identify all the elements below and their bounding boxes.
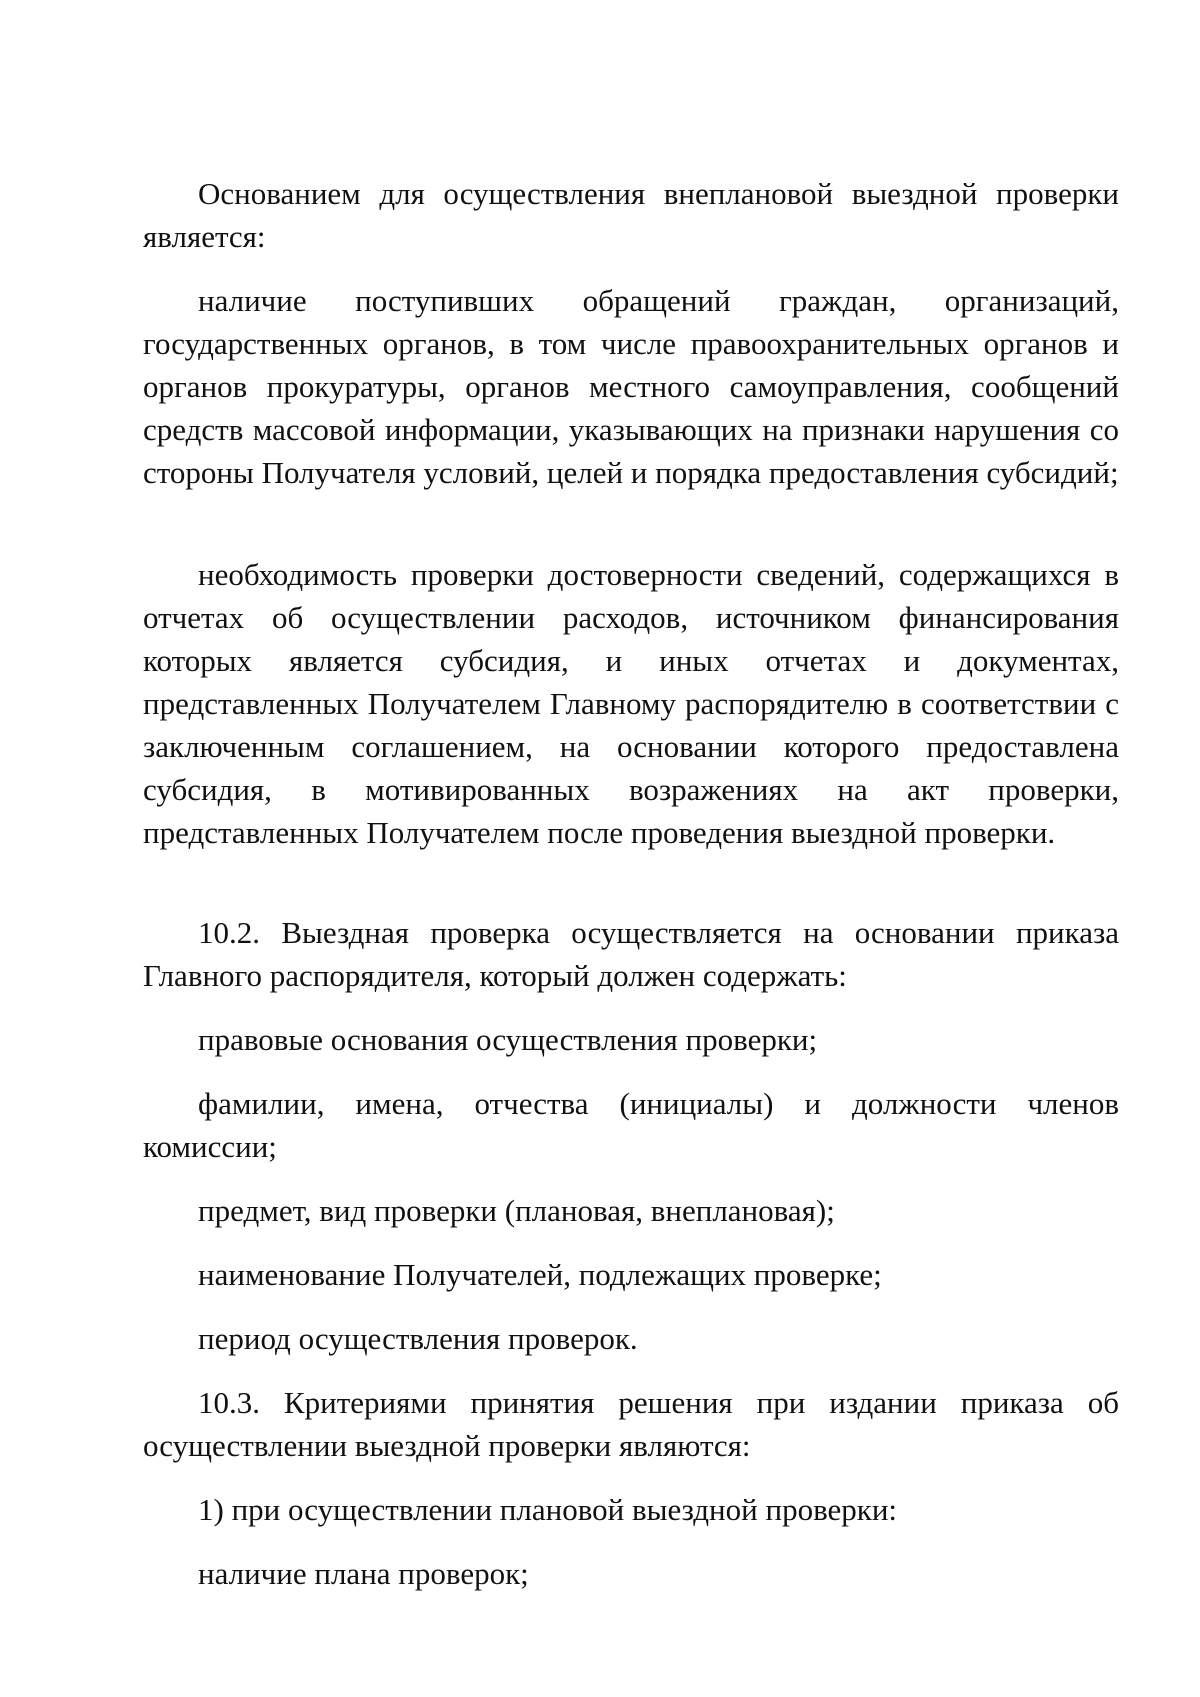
paragraph-text: необходимость проверки достоверности сведений, содержащихся в отчетах об осуществлении расходов, источником финансирования которых является субсидия, и иных отчетах и документах, представленных Получателем Главному распорядителю в соответствии с заключенным соглашением, на основании которого предоставлена субсидия, в мотивированных возражениях на акт проверки, представленных Получателем после проведения выездной проверки.	[143, 557, 1119, 850]
paragraph-text: фамилии, имена, отчества (инициалы) и должности членов комиссии;	[143, 1086, 1119, 1164]
paragraph-unscheduled-inspection-basis	[143, 172, 1119, 258]
paragraph-text: наличие плана проверок;	[198, 1556, 529, 1591]
list-item-commission-members	[143, 1082, 1119, 1168]
list-item-recipients	[143, 1253, 1119, 1296]
paragraph-verification-need	[143, 553, 1119, 854]
list-item-period	[143, 1317, 1119, 1360]
paragraph-text: правовые основания осуществления проверки;	[198, 1022, 818, 1057]
paragraph-text: 10.3. Критериями принятия решения при издании приказа об осуществлении выездной проверки являются:	[143, 1385, 1119, 1463]
list-item-legal-grounds	[143, 1018, 1119, 1061]
paragraph-text: 10.2. Выездная проверка осуществляется на основании приказа Главного распорядителя, который должен содержать:	[143, 915, 1119, 993]
paragraph-text: период осуществления проверок.	[198, 1321, 638, 1356]
paragraph-text: Основанием для осуществления внеплановой выездной проверки является:	[143, 176, 1119, 254]
paragraph-text: наименование Получателей, подлежащих проверке;	[198, 1257, 882, 1292]
paragraph-appeals	[143, 279, 1119, 494]
paragraph-text: 1) при осуществлении плановой выездной проверки:	[198, 1492, 898, 1527]
paragraph-section-10-3	[143, 1381, 1119, 1467]
list-item-inspection-plan	[143, 1552, 1119, 1595]
paragraph-text: предмет, вид проверки (плановая, внеплановая);	[198, 1193, 835, 1228]
list-item-inspection-type	[143, 1189, 1119, 1232]
list-item-scheduled-inspection	[143, 1488, 1119, 1531]
paragraph-section-10-2	[143, 911, 1119, 997]
paragraph-text: наличие поступивших обращений граждан, организаций, государственных органов, в том числе правоохранительных органов и органов прокуратуры, органов местного самоуправления, сообщений средств массовой информации, указывающих на признаки нарушения со стороны Получателя условий, целей и порядка предоставления субсидий;	[143, 283, 1119, 490]
